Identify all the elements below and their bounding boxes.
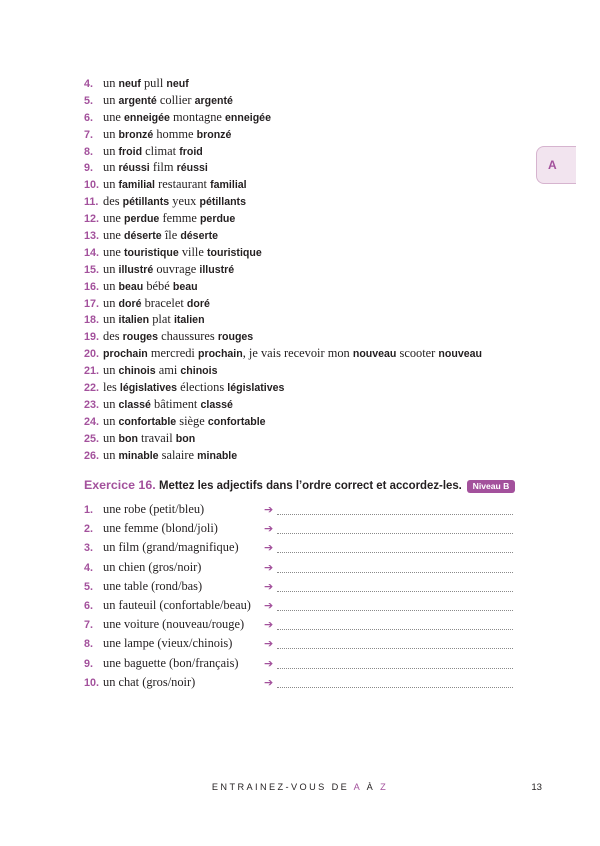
exercise-item: 6. un fauteuil (confortable/beau) ➔ [84, 596, 524, 615]
arrow-icon: ➔ [264, 618, 274, 632]
arrow-icon: ➔ [264, 560, 274, 574]
answer-blank[interactable] [277, 619, 513, 630]
answer-blank[interactable] [277, 523, 513, 534]
exercise-item: 1. une robe (petit/bleu) ➔ [84, 500, 524, 519]
list-item: 7. un bronzé homme bronzé [84, 126, 232, 141]
list-item: 5. un argenté collier argenté [84, 92, 233, 107]
list-item: 23. un classé bâtiment classé [84, 396, 233, 411]
exercise-item: 8. une lampe (vieux/chinois) ➔ [84, 634, 524, 653]
exercise-list [84, 500, 524, 692]
answer-blank[interactable] [277, 504, 513, 515]
list-item: 17. un doré bracelet doré [84, 295, 210, 310]
exercise-heading [84, 478, 524, 496]
list-item: 19. des rouges chaussures rouges [84, 329, 254, 344]
list-item: 9. un réussi film réussi [84, 160, 208, 175]
list-item: 26. un minable salaire minable [84, 447, 238, 462]
list-item: 15. un illustré ouvrage illustré [84, 261, 235, 276]
arrow-icon: ➔ [264, 541, 274, 555]
exercise-item: 4. un chien (gros/noir) ➔ [84, 558, 524, 577]
arrow-icon: ➔ [264, 598, 274, 612]
exercise-item: 7. une voiture (nouveau/rouge) ➔ [84, 615, 524, 634]
exercise-title: Mettez les adjectifs dans l’ordre correct et accordez-les. [159, 478, 462, 492]
list-item: 21. un chinois ami chinois [84, 363, 218, 378]
arrow-icon: ➔ [264, 579, 274, 593]
list-item: 12. une perdue femme perdue [84, 211, 236, 226]
list-item: 25. un bon travail bon [84, 430, 196, 445]
list-item: 14. une touristique ville touristique [84, 244, 262, 259]
answer-blank[interactable] [277, 562, 513, 573]
list-item: 16. un beau bébé beau [84, 278, 198, 293]
list-item: 6. une enneigée montagne enneigée [84, 109, 271, 124]
list-item: 22. les législatives élections législatives [84, 380, 285, 395]
list-item: 10. un familial restaurant familial [84, 177, 247, 192]
answer-blank[interactable] [277, 542, 513, 553]
arrow-icon: ➔ [264, 675, 274, 689]
list-item: 11. des pétillants yeux pétillants [84, 194, 246, 209]
list-item: 20. prochain mercredi prochain, je vais recevoir mon nouveau scooter nouveau [84, 346, 482, 361]
list-item: 4. un neuf pull neuf [84, 76, 189, 90]
arrow-icon: ➔ [264, 656, 274, 670]
footer-title: ENTRAINEZ-VOUS DE A À Z [211, 782, 389, 792]
answer-blank[interactable] [277, 638, 513, 649]
arrow-icon: ➔ [264, 637, 274, 651]
answer-blank[interactable] [277, 677, 513, 688]
exercise-item: 2. une femme (blond/joli) ➔ [84, 519, 524, 538]
exercise-item: 9. une baguette (bon/français) ➔ [84, 654, 524, 673]
arrow-icon: ➔ [264, 503, 274, 516]
list-item: 24. un confortable siège confortable [84, 413, 266, 428]
arrow-icon: ➔ [264, 522, 274, 536]
exercise-number: Exercice 16. [84, 478, 156, 492]
answer-blank[interactable] [277, 600, 513, 611]
list-item: 18. un italien plat italien [84, 312, 205, 327]
answer-list [84, 75, 554, 463]
exercise-item: 3. un film (grand/magnifique) ➔ [84, 538, 524, 557]
page-number: 13 [531, 782, 542, 793]
exercise-item: 10. un chat (gros/noir) ➔ [84, 673, 524, 692]
answer-blank[interactable] [277, 581, 513, 592]
exercise-item: 5. une table (rond/bas) ➔ [84, 577, 524, 596]
section-tab-label: A [548, 158, 557, 172]
list-item: 8. un froid climat froid [84, 143, 203, 158]
answer-blank[interactable] [277, 658, 513, 669]
level-badge: Niveau B [467, 480, 515, 493]
list-item: 13. une déserte île déserte [84, 228, 219, 243]
